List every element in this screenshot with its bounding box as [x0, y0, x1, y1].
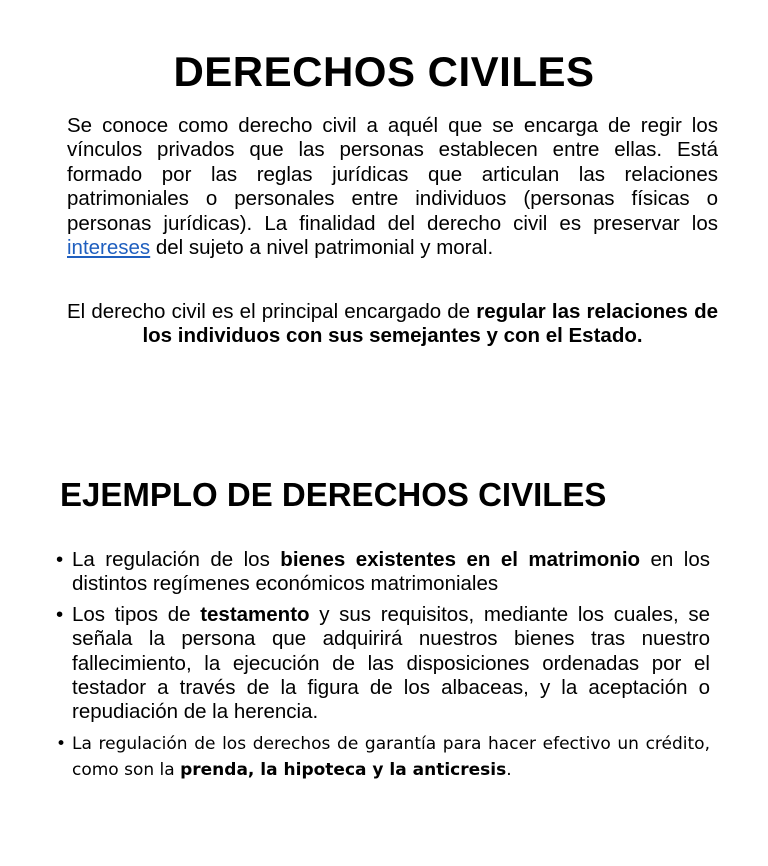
examples-heading: EJEMPLO DE DERECHOS CIVILES — [60, 476, 607, 513]
item-text-end: en los distintos regímenes económicos matrimoniales — [72, 548, 710, 596]
item-text: Los tipos de — [72, 602, 201, 626]
examples-list — [56, 548, 710, 789]
item-bold-text: testamento — [200, 602, 310, 626]
role-paragraph — [67, 300, 718, 349]
item-bold-text: prenda, la hipoteca y la anticresis — [180, 759, 507, 780]
item-text: La regulación de los — [72, 548, 281, 571]
list-item — [56, 548, 710, 597]
intro-text: Se conoce como derecho civil a aquél que se encarga de regir los vínculos privados que las personas establecen entre ellas. Está formado por las reglas jurídicas que articulan las relaciones patrimoniales o personales entre individuos (personas físicas o personas jurídicas). La finalidad del derecho civil es preservar los — [67, 114, 718, 235]
list-item — [56, 731, 710, 783]
item-text: La regulación de los derechos de garantía para hacer efectivo un crédito, como son la — [72, 733, 710, 780]
list-item — [56, 603, 710, 725]
page-title: DERECHOS CIVILES — [173, 48, 595, 95]
intro-text-end: del sujeto a nivel patrimonial y moral. — [150, 236, 494, 260]
role-bold-text: regular las relaciones de los individuos con sus semejantes y con el Estado. — [142, 300, 718, 348]
item-text-end: . — [506, 759, 512, 780]
item-bold-text: bienes existentes en el matrimonio — [280, 548, 641, 571]
intro-paragraph — [67, 114, 718, 260]
role-lead-text: El derecho civil es el principal encargado de — [67, 300, 477, 323]
item-text-end: y sus requisitos, mediante los cuales, se señala la persona que adquirirá nuestros bienes tras nuestro fallecimiento, la ejecución de las disposiciones ordenadas por el testador a través de la figura de los albaceas, y la aceptación o repudiación de la herencia. — [72, 602, 710, 724]
intereses-link[interactable]: intereses — [67, 236, 151, 260]
